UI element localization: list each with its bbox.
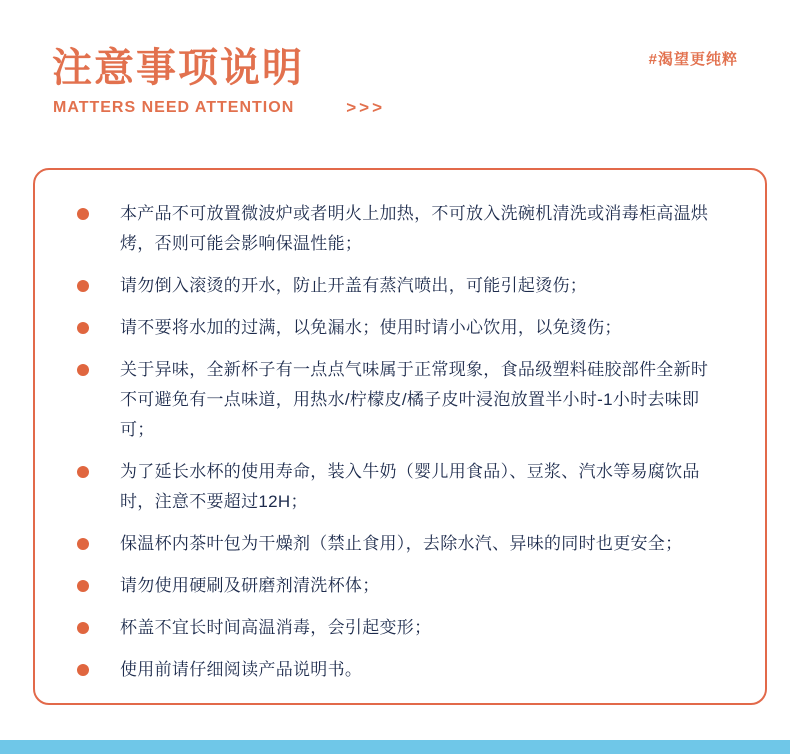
notice-item (77, 313, 715, 343)
notice-item (77, 613, 715, 643)
notice-box (33, 168, 767, 705)
bullet-dot-icon (77, 538, 89, 550)
bullet-dot-icon (77, 580, 89, 592)
notice-item (77, 199, 715, 259)
bullet-dot-icon (77, 208, 89, 220)
notice-item-text: 保温杯内茶叶包为干燥剂（禁止食用），去除水汽、异味的同时也更安全； (120, 534, 683, 553)
page-title: 注意事项说明 (52, 46, 304, 90)
subtitle-row (53, 98, 385, 118)
notice-item-text: 关于异味，全新杯子有一点点气味属于正常现象，食品级塑料硅胶部件全新时不可避免有一点味道，用热水/柠檬皮/橘子皮叶浸泡放置半小时-1小时去味即可； (120, 360, 709, 439)
bullet-dot-icon (77, 622, 89, 634)
notice-item-text: 使用前请仔细阅读产品说明书。 (120, 660, 363, 679)
footer-accent-bar (0, 740, 790, 754)
bullet-dot-icon (77, 466, 89, 478)
bullet-dot-icon (77, 364, 89, 376)
page-subtitle-en: MATTERS NEED ATTENTION (53, 99, 295, 116)
notice-item (77, 571, 715, 601)
notice-item-text: 本产品不可放置微波炉或者明火上加热，不可放入洗碗机清洗或消毒柜高温烘烤，否则可能会影响保温性能； (120, 204, 709, 253)
notice-item-text: 请不要将水加的过满，以免漏水；使用时请小心饮用，以免烫伤； (120, 318, 622, 337)
notice-item-text: 为了延长水杯的使用寿命，装入牛奶（婴儿用食品）、豆浆、汽水等易腐饮品时，注意不要超过12H； (120, 462, 700, 511)
bullet-dot-icon (77, 322, 89, 334)
triple-chevron-icon: >>> (346, 98, 386, 117)
brand-hashtag: #渴望更纯粹 (648, 51, 738, 68)
notice-item (77, 355, 715, 445)
notice-item (77, 457, 715, 517)
notice-item-text: 请勿倒入滚烫的开水，防止开盖有蒸汽喷出，可能引起烫伤； (120, 276, 588, 295)
notice-item (77, 655, 715, 685)
notice-item (77, 529, 715, 559)
notice-item-text: 请勿使用硬刷及研磨剂清洗杯体； (120, 576, 380, 595)
bullet-dot-icon (77, 664, 89, 676)
bullet-dot-icon (77, 280, 89, 292)
notice-item-text: 杯盖不宜长时间高温消毒，会引起变形； (120, 618, 432, 637)
notice-item (77, 271, 715, 301)
